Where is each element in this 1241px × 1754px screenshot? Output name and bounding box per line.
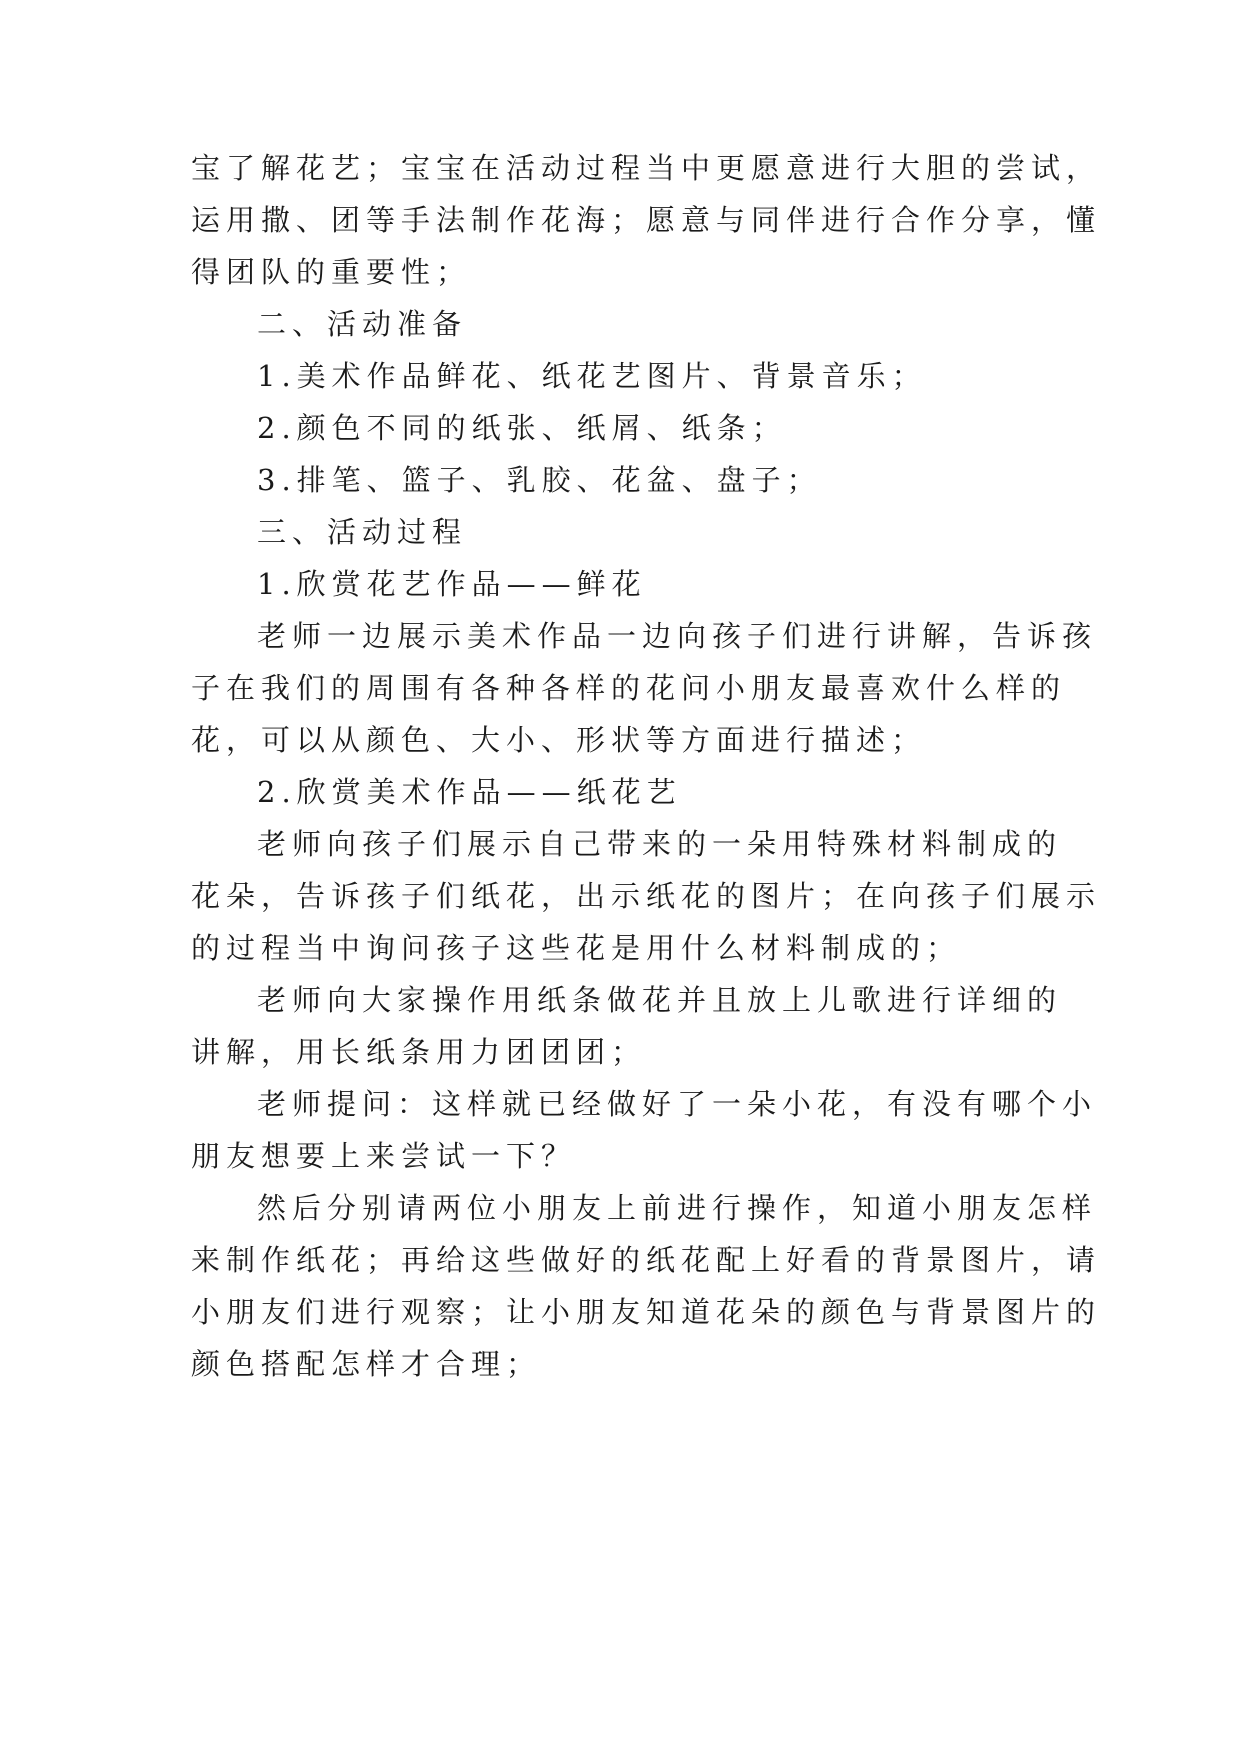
text-line: 花朵，告诉孩子们纸花，出示纸花的图片；在向孩子们展示: [191, 879, 1102, 913]
list-item: 1.美术作品鲜花、纸花艺图片、背景音乐；: [257, 359, 927, 393]
section-heading: 三、活动过程: [257, 515, 468, 549]
text-line: 然后分别请两位小朋友上前进行操作，知道小朋友怎样: [257, 1191, 1098, 1225]
text-line: 运用撒、团等手法制作花海；愿意与同伴进行合作分享，懂: [191, 203, 1102, 237]
subsection-heading: 2.欣赏美术作品——纸花艺: [257, 775, 682, 809]
text-line: 花，可以从颜色、大小、形状等方面进行描述；: [191, 723, 927, 757]
text-line: 得团队的重要性；: [191, 255, 472, 289]
text-line: 老师向大家操作用纸条做花并且放上儿歌进行详细的: [257, 983, 1063, 1017]
text-line: 颜色搭配怎样才合理；: [191, 1347, 542, 1381]
text-line: 子在我们的周围有各种各样的花问小朋友最喜欢什么样的: [191, 671, 1067, 705]
text-line: 来制作纸花；再给这些做好的纸花配上好看的背景图片，请: [191, 1243, 1102, 1277]
text-line: 小朋友们进行观察；让小朋友知道花朵的颜色与背景图片的: [191, 1295, 1102, 1329]
text-line: 讲解，用长纸条用力团团团；: [191, 1035, 647, 1069]
text-line: 朋友想要上来尝试一下？: [191, 1139, 577, 1173]
text-line: 老师向孩子们展示自己带来的一朵用特殊材料制成的: [257, 827, 1063, 861]
text-line: 的过程当中询问孩子这些花是用什么材料制成的；: [191, 931, 962, 965]
text-line: 宝了解花艺；宝宝在活动过程当中更愿意进行大胆的尝试，: [191, 151, 1102, 185]
text-line: 老师一边展示美术作品一边向孩子们进行讲解，告诉孩: [257, 619, 1098, 653]
list-item: 2.颜色不同的纸张、纸屑、纸条；: [257, 411, 787, 445]
section-heading: 二、活动准备: [257, 307, 468, 341]
subsection-heading: 1.欣赏花艺作品——鲜花: [257, 567, 647, 601]
text-line: 老师提问：这样就已经做好了一朵小花，有没有哪个小: [257, 1087, 1098, 1121]
list-item: 3.排笔、篮子、乳胶、花盆、盘子；: [257, 463, 822, 497]
